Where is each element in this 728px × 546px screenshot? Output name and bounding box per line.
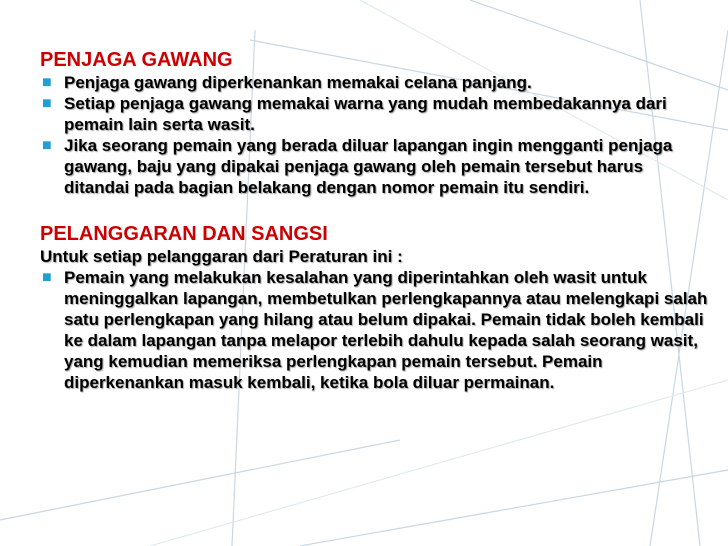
list-item-text: Pemain yang melakukan kesalahan yang diperintahkan oleh wasit untuk meninggalkan lapangan, membetulkan perlengkapannya atau melengkapi salah satu perlengkapan yang hilang atau belum dipakai. Pemain tidak boleh kembali ke dalam lapangan tanpa melapor terlebih dahulu kepada salah seorang wasit, yang kemudian memeriksa perlengkapan pemain tersebut. Pemain diperkenankan masuk kembali, ketika bola diluar permainan. — [64, 268, 708, 392]
square-bullet-icon: ■ — [42, 74, 52, 91]
section-intro: Untuk setiap pelanggaran dari Peraturan ini : — [40, 247, 403, 266]
square-bullet-icon: ■ — [42, 95, 52, 112]
section-heading-penjaga-gawang: PENJAGA GAWANG — [40, 49, 233, 71]
penjaga-gawang-list — [40, 72, 710, 198]
list-item — [40, 135, 710, 198]
list-item-text: Penjaga gawang diperkenankan memakai celana panjang. — [64, 73, 532, 92]
section-heading-pelanggaran: PELANGGARAN DAN SANGSI — [40, 223, 328, 245]
list-item — [40, 72, 710, 93]
slide-content — [40, 48, 710, 393]
square-bullet-icon: ■ — [42, 137, 52, 154]
list-item — [40, 93, 710, 135]
list-item — [40, 267, 710, 393]
section-spacer — [40, 198, 710, 222]
list-item-text: Setiap penjaga gawang memakai warna yang mudah membedakannya dari pemain lain serta wasit. — [64, 94, 667, 134]
pelanggaran-list — [40, 267, 710, 393]
square-bullet-icon: ■ — [42, 269, 52, 286]
list-item-text: Jika seorang pemain yang berada diluar lapangan ingin mengganti penjaga gawang, baju yang dipakai penjaga gawang oleh pemain tersebut harus ditandai pada bagian belakang dengan nomor pemain itu sendiri. — [64, 136, 673, 197]
